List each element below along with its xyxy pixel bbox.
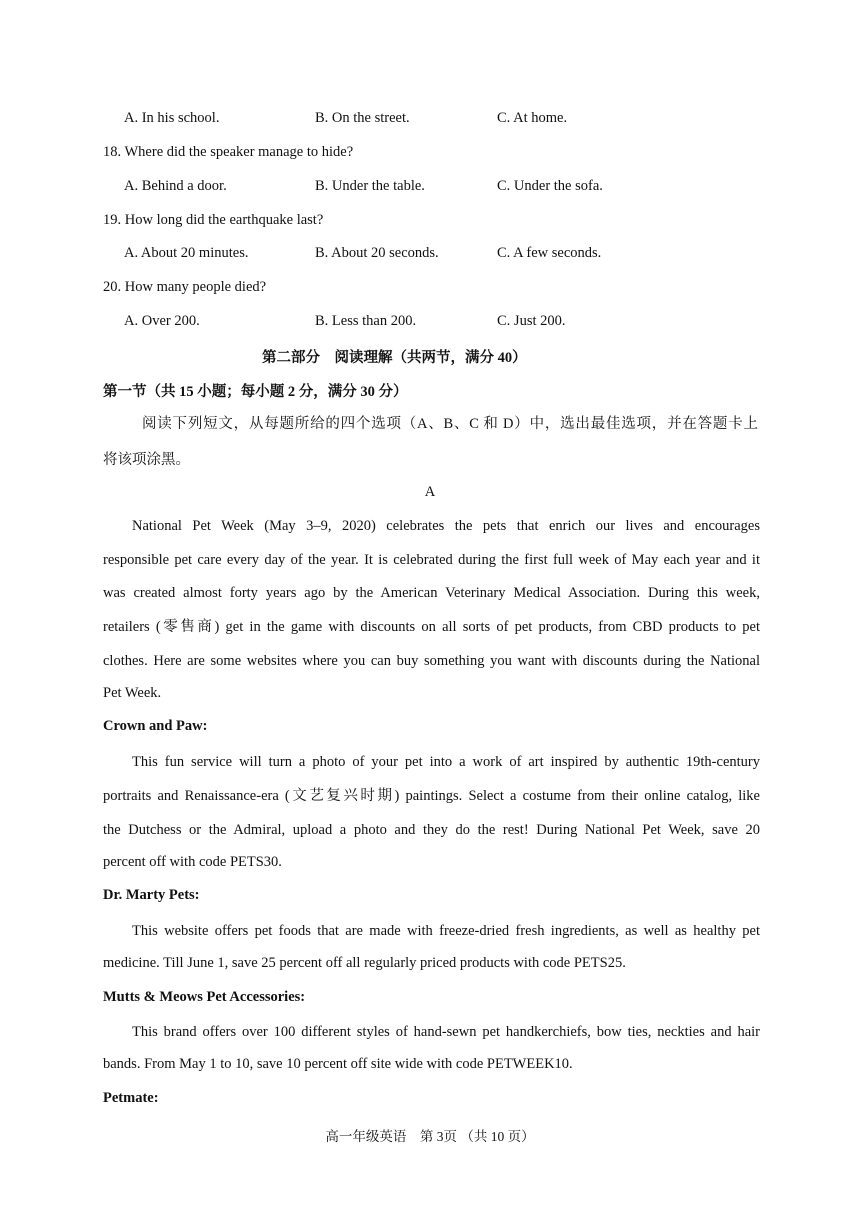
q20-option-b: B. Less than 200. — [315, 313, 417, 329]
q20-option-a: A. Over 200. — [124, 313, 200, 329]
crown-title: Crown and Paw: — [103, 718, 208, 734]
intro-line: was created almost forty years ago by the American Veterinary Medical Association. During this week, — [103, 585, 760, 601]
mutts-title: Mutts & Meows Pet Accessories: — [103, 989, 306, 1005]
part2-heading: 第二部分 阅读理解（共两节，满分 40） — [262, 350, 527, 366]
mutts-line: bands. From May 1 to 10, save 10 percent off site wide with code PETWEEK10. — [103, 1056, 573, 1072]
crown-line: portraits and Renaissance-era (文艺复兴时期) paintings. Select a costume from their online catalog, like — [103, 788, 760, 804]
q19-question: 19. How long did the earthquake last? — [103, 212, 324, 228]
petmate-title: Petmate: — [103, 1090, 159, 1106]
marty-line: This website offers pet foods that are made with freeze-dried fresh ingredients, as well as healthy pet — [132, 923, 760, 939]
crown-line: percent off with code PETS30. — [103, 854, 282, 870]
q17-option-b: B. On the street. — [315, 110, 410, 126]
page-footer: 高一年级英语 第 3页 （共 10 页） — [325, 1129, 535, 1144]
marty-line: medicine. Till June 1, save 25 percent off all regularly priced products with code PETS25. — [103, 955, 626, 971]
crown-line: This fun service will turn a photo of your pet into a work of art inspired by authentic 19th-century — [132, 754, 760, 770]
q17-option-c: C. At home. — [497, 110, 568, 126]
intro-line: retailers (零售商) get in the game with discounts on all sorts of pet products, from CBD products to pet — [103, 619, 760, 635]
section1-heading: 第一节（共 15 小题；每小题 2 分，满分 30 分） — [103, 384, 408, 400]
intro-line: responsible pet care every day of the year. It is celebrated during the first full week of May each year and it — [103, 552, 760, 568]
q17-option-a: A. In his school. — [124, 110, 220, 126]
crown-line: the Dutchess or the Admiral, upload a photo and they do the rest! During National Pet Week, save 20 — [103, 822, 760, 838]
q20-question: 20. How many people died? — [103, 279, 267, 295]
q19-option-c: C. A few seconds. — [497, 245, 602, 261]
intro-line: National Pet Week (May 3–9, 2020) celebrates the pets that enrich our lives and encourages — [132, 518, 760, 534]
q18-option-b: B. Under the table. — [315, 178, 425, 194]
intro-line: clothes. Here are some websites where you can buy something you want with discounts during the National — [103, 653, 760, 669]
q19-option-a: A. About 20 minutes. — [124, 245, 249, 261]
intro-line: Pet Week. — [103, 685, 162, 701]
q20-option-c: C. Just 200. — [497, 313, 566, 329]
mutts-line: This brand offers over 100 different styles of hand-sewn pet handkerchiefs, bow ties, neckties and hair — [132, 1024, 760, 1040]
instructions-line-2: 将该项涂黑。 — [103, 452, 190, 468]
marty-title: Dr. Marty Pets: — [103, 887, 200, 903]
instructions-line-1: 阅读下列短文，从每题所给的四个选项（A、B、C 和 D）中，选出最佳选项，并在答题卡上 — [142, 416, 758, 432]
q19-option-b: B. About 20 seconds. — [315, 245, 439, 261]
q18-question: 18. Where did the speaker manage to hide? — [103, 144, 354, 160]
passage-label: A — [424, 484, 436, 500]
q18-option-c: C. Under the sofa. — [497, 178, 603, 194]
q18-option-a: A. Behind a door. — [124, 178, 227, 194]
